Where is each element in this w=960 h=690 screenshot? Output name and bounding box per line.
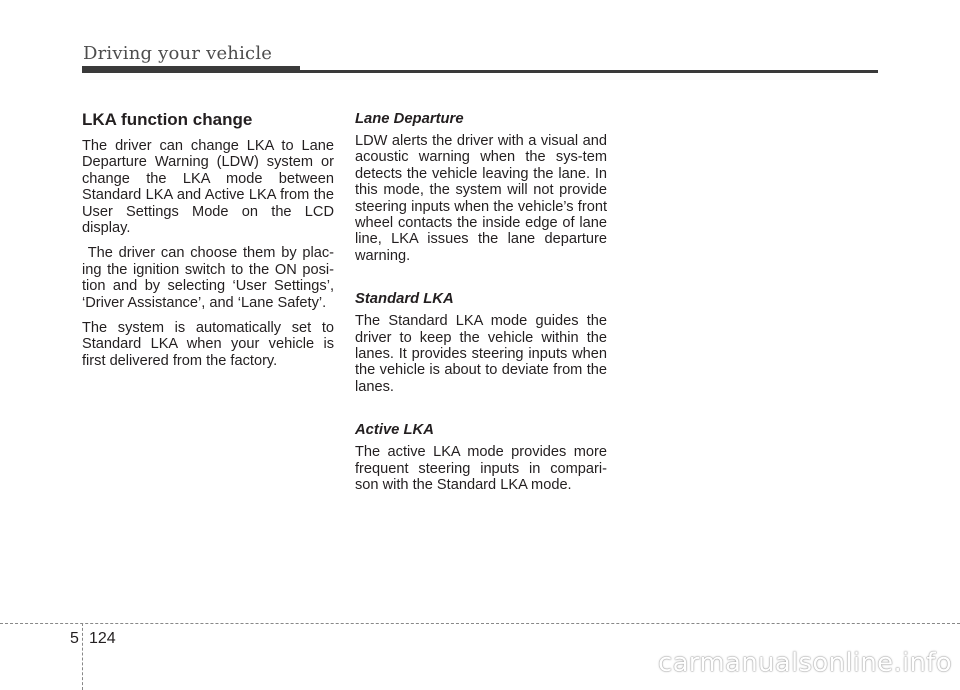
right-column xyxy=(355,110,607,520)
paragraph: The system is automatically set to Standard LKA when your vehicle is first delivered from the factory. xyxy=(82,320,334,369)
paragraph: The driver can change LKA to Lane Departure Warning (LDW) system or change the LKA mode between Standard LKA and Active LKA from the User Settings Mode on the LCD display. xyxy=(82,138,334,237)
footer-vertical-divider xyxy=(82,623,83,690)
page-number: 124 xyxy=(89,630,116,647)
chapter-number: 5 xyxy=(70,630,79,647)
header-rule-thick xyxy=(82,66,300,73)
paragraph: The Standard LKA mode guides the driver to keep the vehicle within the lanes. It provides steering inputs when the vehicle is about to deviate from the lanes. xyxy=(355,313,607,395)
subsection-title: Lane Departure xyxy=(355,111,464,127)
subsection-title: Active LKA xyxy=(355,422,434,439)
paragraph: LDW alerts the driver with a visual and acoustic warning when the sys-tem detects the vehicle leaving the lane. In this mode, the system will not provide steering inputs when the vehicle’s front wheel contacts the inside edge of lane line, LKA issues the lane departure warning. xyxy=(355,133,607,264)
left-column xyxy=(82,110,339,369)
subsection-standard-lka xyxy=(355,290,607,395)
page-header-title: Driving your vehicle xyxy=(83,43,273,64)
header-rule-thin xyxy=(300,70,878,73)
section-heading-lka-function-change: LKA function change xyxy=(82,110,253,129)
paragraph: The driver can choose them by plac-ing the ignition switch to the ON posi-tion and by selecting ‘User Settings’, ‘Driver Assistance’, and ‘Lane Safety’. xyxy=(82,245,339,311)
footer-divider xyxy=(0,623,960,624)
subsection-active-lka xyxy=(355,421,607,493)
subsection-title: Standard LKA xyxy=(355,291,454,308)
paragraph: The active LKA mode provides more frequent steering inputs in compari-son with the Standard LKA mode. xyxy=(355,444,607,494)
subsection-lane-departure xyxy=(355,110,607,264)
watermark-logo: carmanualsonline.info xyxy=(657,648,952,678)
